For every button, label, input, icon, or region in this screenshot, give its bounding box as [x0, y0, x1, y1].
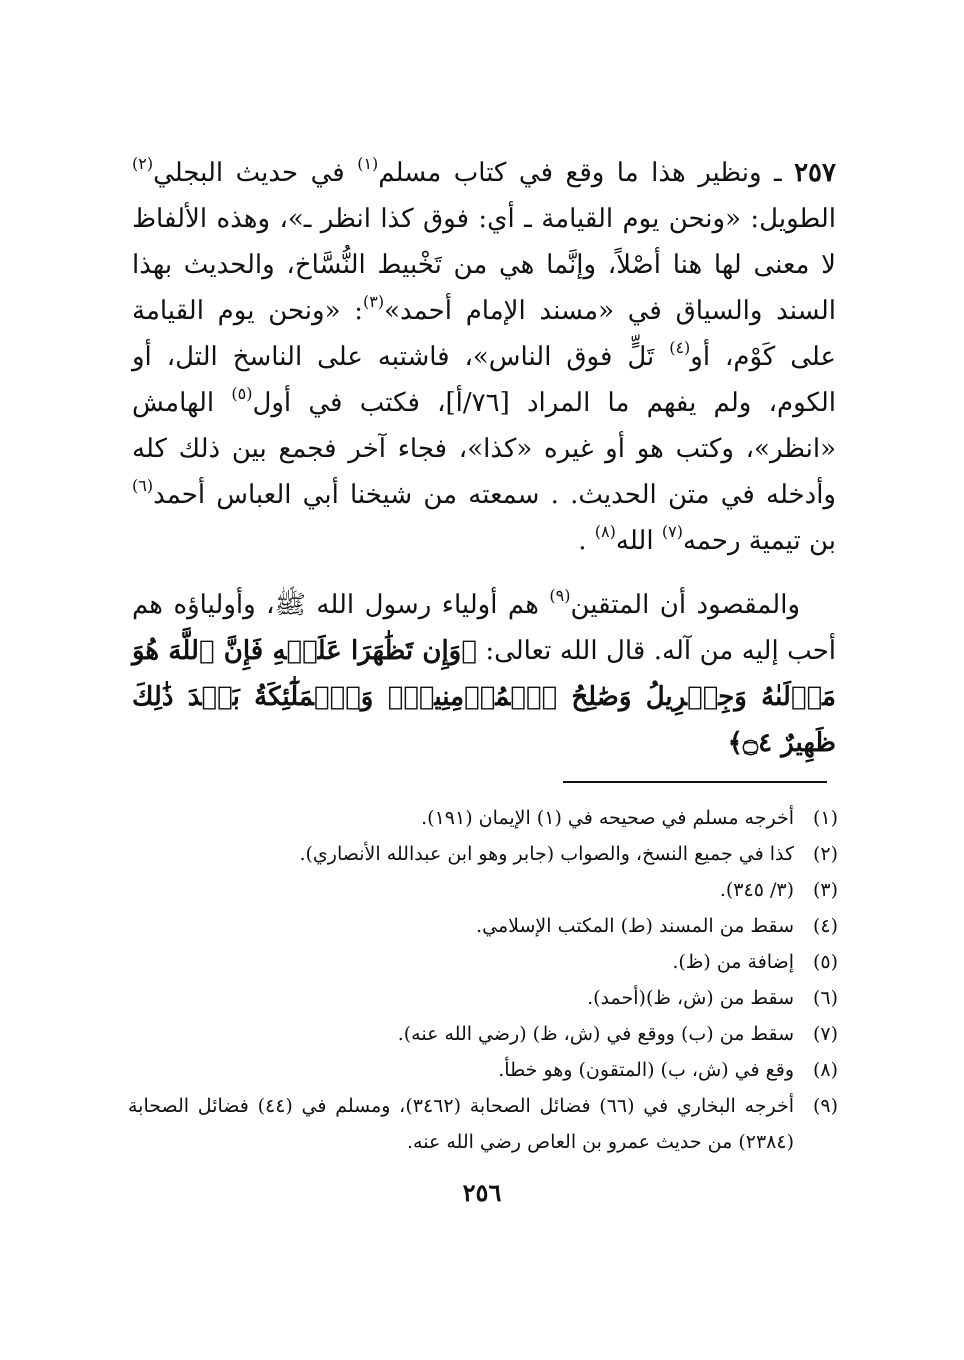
footnote-6 — [128, 980, 838, 1016]
footnote-number: (٨) — [812, 1059, 838, 1081]
footnote-number: (٤) — [812, 915, 838, 937]
text-run: . — [578, 526, 595, 556]
footnote-4 — [128, 908, 838, 944]
page-number: ٢٥٦ — [462, 1178, 502, 1207]
footnote-text: وقع في (ش، ب) (المتقون) وهو خطأ. — [498, 1059, 794, 1081]
paragraph-257 — [132, 150, 836, 564]
text-run: تَلٍّ فوق الناس»، فاشتبه على الناسخ التل، أو الكوم، ولم يفهم ما المراد [٧٦/أ]، فكتب في أول — [132, 342, 837, 418]
paragraph-muttaqin — [132, 582, 836, 766]
footnote-ref-5[interactable]: (٥) — [231, 384, 253, 403]
footnote-number: (١) — [812, 807, 838, 829]
footnote-1 — [128, 800, 838, 836]
text-run: هم أولياء رسول الله ﷺ، وأولياؤه هم أحب إليه من آله. قال الله تعالى: — [132, 590, 836, 666]
section-number: ٢٥٧ — [794, 158, 836, 188]
footnote-text: سقط من (ب) ووقع في (ش، ظ) (رضي الله عنه). — [397, 1023, 794, 1045]
quran-verse: ﴿وَإِن تَظَٰهَرَا عَلَيۡهِ فَإِنَّ ٱللَّهَ هُوَ مَوۡلَىٰهُ وَجِبۡرِيلُ وَصَٰلِحُ ٱلۡمُؤۡمِنِينَۖ وَٱلۡمَلَٰٓئِكَةُ بَعۡدَ ذَٰلِكَ ظَهِيرٌ ۝٤﴾ — [132, 636, 836, 758]
footnote-9 — [128, 1088, 838, 1160]
text-run: الله — [615, 526, 662, 556]
footnote-ref-7[interactable]: (٧) — [661, 522, 683, 541]
footnote-text: أخرجه مسلم في صحيحه في (١) الإيمان (١٩١). — [421, 807, 794, 829]
footnote-text: كذا في جميع النسخ، والصواب (جابر وهو ابن عبدالله الأنصاري). — [299, 843, 794, 865]
footnotes — [128, 800, 838, 1160]
footnote-text: إضافة من (ظ). — [672, 951, 794, 973]
footnote-ref-4[interactable]: (٤) — [669, 338, 691, 357]
text-run: والمقصود أن المتقين — [570, 590, 800, 620]
footnote-number: (٩) — [812, 1095, 838, 1117]
footnote-ref-9[interactable]: (٩) — [549, 586, 571, 605]
footnote-8 — [128, 1052, 838, 1088]
footnote-text: سقط من المسند (ط) المكتب الإسلامي. — [476, 915, 794, 937]
footnote-ref-3[interactable]: (٣) — [362, 292, 385, 311]
text-run: في حديث البجلي — [153, 158, 358, 188]
footnote-number: (٦) — [812, 987, 838, 1009]
text-run: بن تيمية رحمه — [682, 526, 836, 556]
footnote-7 — [128, 1016, 838, 1052]
main-text — [132, 150, 836, 766]
footnote-2 — [128, 836, 838, 872]
footnote-divider — [563, 781, 827, 783]
text-run: ـ ونظير هذا ما وقع في كتاب مسلم — [378, 158, 795, 188]
text-run: : «ونحن يوم القيامة على كَوْم، أو — [132, 296, 836, 372]
footnote-ref-1[interactable]: (١) — [357, 154, 379, 173]
footnote-text: (٣/ ٣٤٥). — [719, 879, 794, 901]
footnote-5 — [128, 944, 838, 980]
footnote-number: (٢) — [812, 843, 838, 865]
footnote-text: أخرجه البخاري في (٦٦) فضائل الصحابة (٣٤٦٢)، ومسلم في (٤٤) فضائل الصحابة (٢٣٨٤) من حديث عمرو بن العاص رضي الله عنه. — [128, 1095, 795, 1153]
footnote-number: (٧) — [812, 1023, 838, 1045]
footnote-ref-8[interactable]: (٨) — [594, 522, 616, 541]
footnote-3 — [128, 872, 838, 908]
footnote-ref-6[interactable]: (٦) — [132, 476, 154, 495]
footnote-text: سقط من (ش، ظ)(أحمد). — [587, 987, 794, 1009]
text-run: الطويل: «ونحن يوم القيامة ـ أي: فوق كذا انظر ـ»، وهذه الألفاظ لا معنى لها هنا أصْلاً، وإنَّما هي من تَخْبيط النُّسَّاخ، والحديث بهذا السند والسياق في «مسند الإمام أحمد» — [132, 204, 836, 326]
footnote-ref-2[interactable]: (٢) — [132, 154, 154, 173]
footnote-number: (٥) — [812, 951, 838, 973]
footnote-number: (٣) — [812, 879, 838, 901]
text-run: الهامش «انظر»، وكتب هو أو غيره «كذا»، فجاء آخر فجمع بين ذلك كله وأدخله في متن الحديث. . سمعته من شيخنا أبي العباس أحمد — [132, 388, 836, 510]
